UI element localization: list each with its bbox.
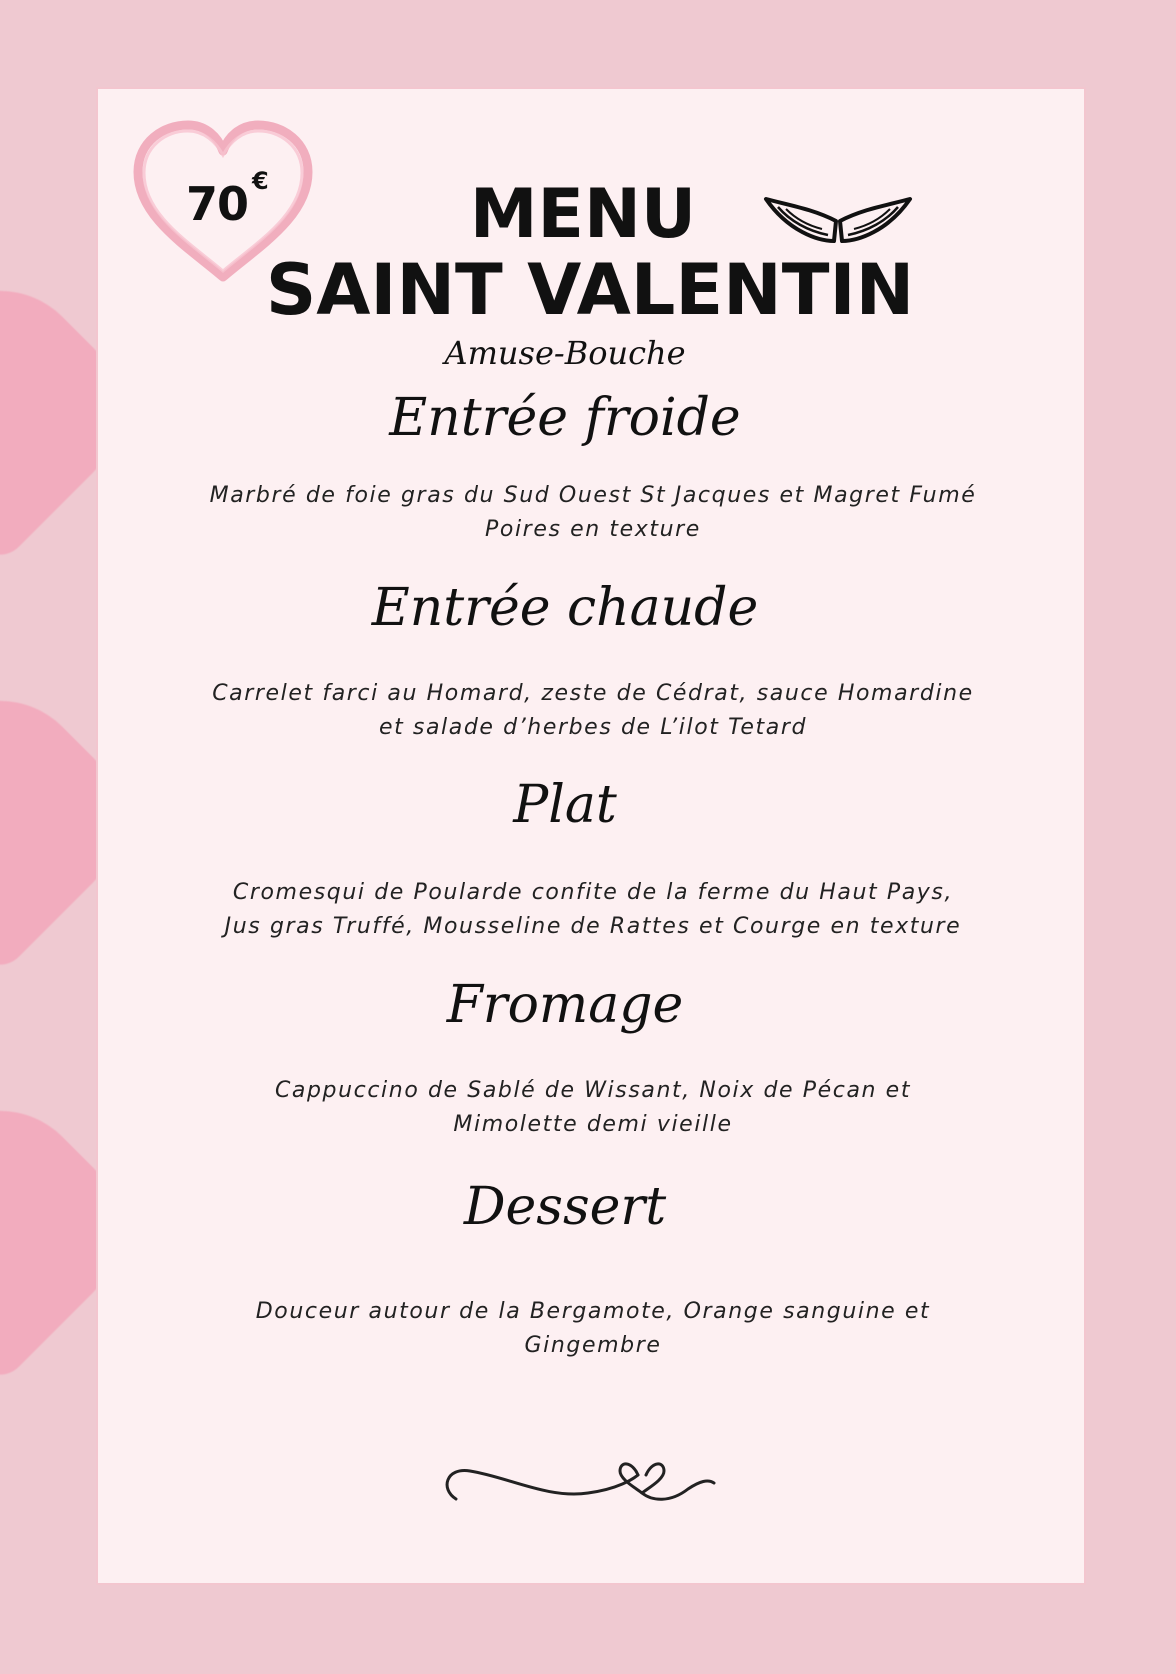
section-title-dessert: Dessert	[463, 1177, 667, 1237]
dish-entree-chaude	[98, 677, 1088, 745]
dish-line: Cappuccino de Sablé de Wissant, Noix de Pécan et	[274, 1078, 912, 1103]
price-currency: €	[252, 167, 269, 195]
heart-flourish-icon	[438, 1449, 718, 1519]
dish-line: Poires en texture	[485, 517, 701, 542]
dish-dessert	[98, 1295, 1088, 1363]
dish-line: Douceur autour de la Bergamote, Orange sanguine et	[255, 1299, 931, 1324]
section-title-plat: Plat	[513, 775, 617, 835]
section-title-entree-chaude: Entrée chaude	[371, 578, 759, 638]
menu-title-line2: SAINT VALENTIN	[265, 249, 915, 331]
dish-line: Marbré de foie gras du Sud Ouest St Jacques et Magret Fumé	[209, 483, 977, 508]
dish-line: Jus gras Truffé, Mousseline de Rattes et Courge en texture	[224, 914, 962, 939]
dish-line: Mimolette demi vieille	[453, 1112, 733, 1137]
angel-wings-icon	[758, 191, 918, 247]
price-amount: 70	[186, 177, 249, 231]
menu-title-line1: MENU	[469, 175, 697, 254]
dish-plat	[98, 876, 1088, 944]
dish-line: et salade d’herbes de L’ilot Tetard	[378, 715, 808, 740]
dish-fromage	[98, 1074, 1088, 1142]
dish-line: Carrelet farci au Homard, zeste de Cédrat, sauce Homardine	[212, 681, 974, 706]
amuse-bouche-label: Amuse-Bouche	[444, 334, 686, 372]
dish-line: Gingembre	[524, 1333, 662, 1358]
dish-line: Cromesqui de Poularde confite de la ferme du Haut Pays,	[232, 880, 954, 905]
dish-entree-froide	[98, 479, 1088, 547]
section-title-entree-froide: Entrée froide	[389, 388, 741, 448]
section-title-fromage: Fromage	[446, 975, 684, 1035]
menu-card	[96, 87, 1086, 1585]
